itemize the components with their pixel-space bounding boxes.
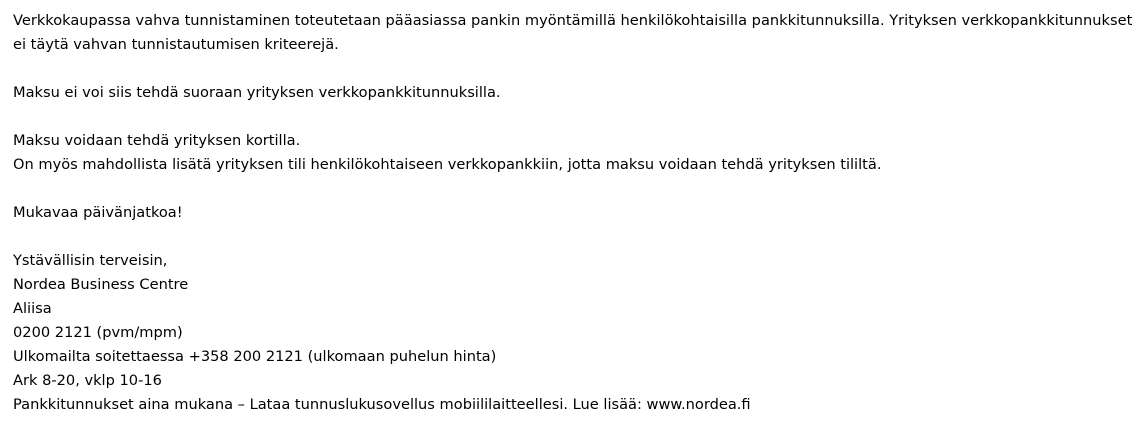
paragraph-strong-authentication [13,9,1138,57]
paragraph-2-text: Maksu ei voi siis tehdä suoraan yrityksen verkkopankkitunnuksilla. [13,84,501,101]
signature-greeting: Ystävällisin terveisin, [13,252,168,269]
signature-block [13,249,1138,417]
paragraph-3-line-2: On myös mahdollista lisätä yrityksen tili henkilökohtaiseen verkkopankkiin, jotta maksu voidaan tehdä yrityksen tililtä. [13,156,882,173]
signature-phone: 0200 2121 (pvm/mpm) [13,324,183,341]
paragraph-payment-not-possible [13,81,1138,105]
signature-hours: Ark 8-20, vklp 10-16 [13,372,162,389]
signature-phone-abroad: Ulkomailta soitettaessa +358 200 2121 (ulkomaan puhelun hinta) [13,348,497,365]
paragraph-1-text: Verkkokaupassa vahva tunnistaminen toteutetaan pääasiassa pankin myöntämillä henkilökohtaisilla pankkitunnuksilla. Yrityksen verkkopankkitunnukset ei täytä vahvan tunnistautumisen kriteerejä. [13,12,1133,53]
signature-organization: Nordea Business Centre [13,276,189,293]
paragraph-closing [13,201,1138,225]
paragraph-3-line-1: Maksu voidaan tehdä yrityksen kortilla. [13,132,301,149]
message-body [13,9,1138,417]
signature-agent: Aliisa [13,300,52,317]
signature-promo: Pankkitunnukset aina mukana – Lataa tunnuslukusovellus mobiililaitteellesi. Lue lisää: www.nordea.fi [13,396,751,413]
paragraph-4-text: Mukavaa päivänjatkoa! [13,204,183,221]
paragraph-payment-options [13,129,1138,177]
